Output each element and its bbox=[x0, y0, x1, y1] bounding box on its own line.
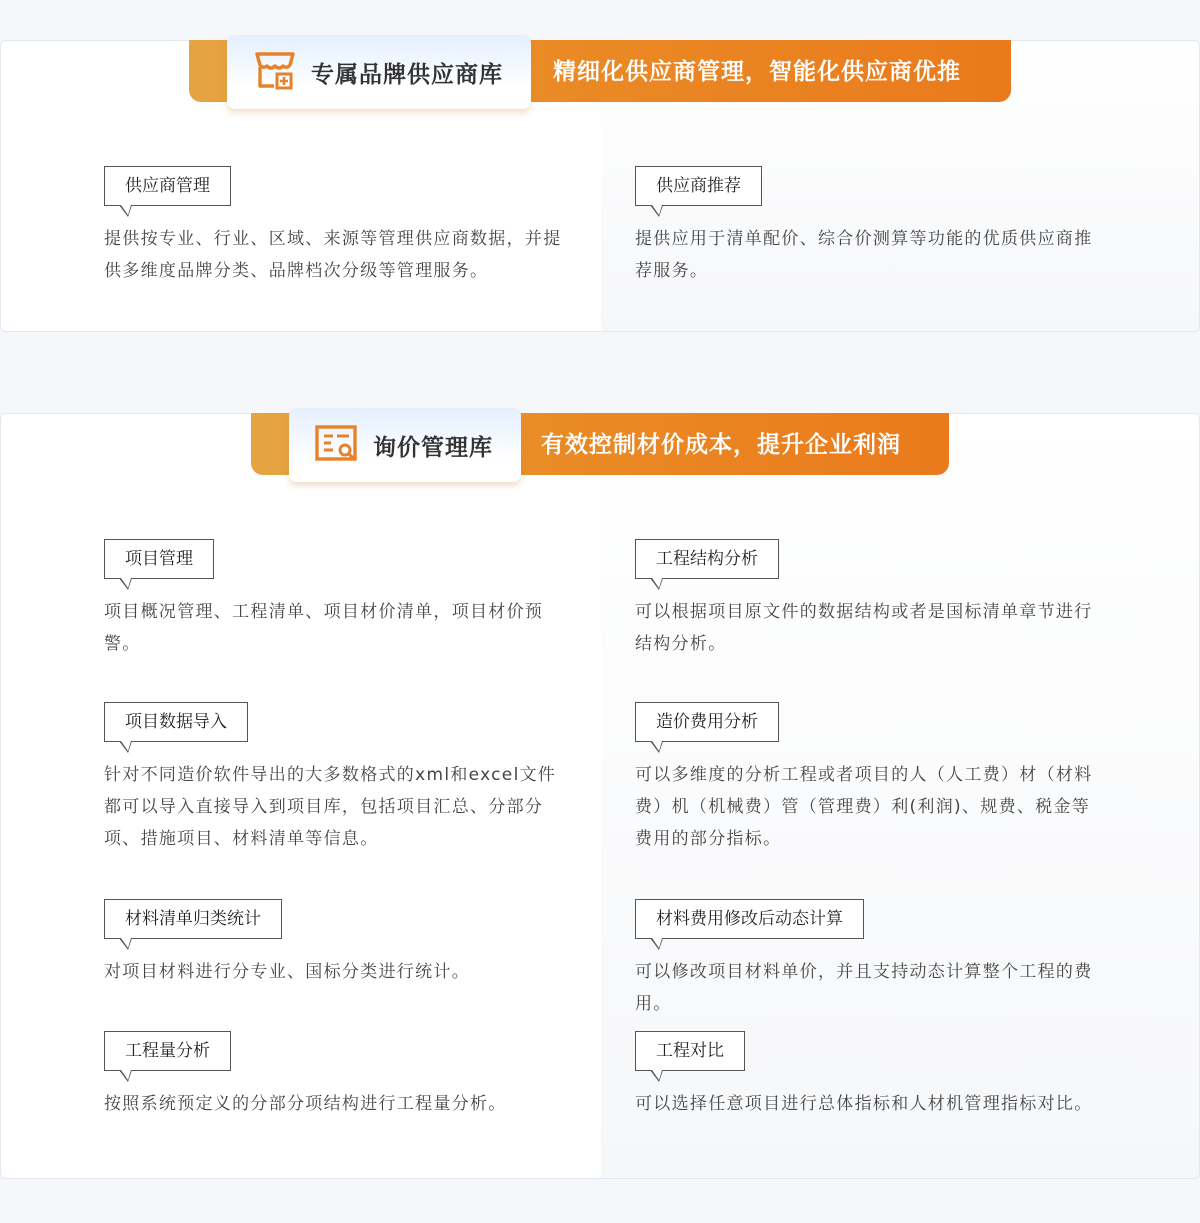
feature-item bbox=[635, 899, 1105, 1020]
section-slogan: 有效控制材价成本，提升企业利润 bbox=[541, 432, 901, 458]
feature-description: 按照系统预定义的分部分项结构进行工程量分析。 bbox=[104, 1094, 507, 1114]
supplier-library-card bbox=[0, 40, 1200, 332]
feature-description: 针对不同造价软件导出的大多数格式的xml和excel文件都可以导入直接导入到项目库，包括项目汇总、分部分项、措施项目、材料清单等信息。 bbox=[104, 765, 557, 849]
feature-item bbox=[104, 1031, 574, 1120]
section-title: 询价管理库 bbox=[373, 434, 493, 461]
feature-description: 可以选择任意项目进行总体指标和人材机管理指标对比。 bbox=[635, 1094, 1093, 1114]
feature-description: 可以根据项目原文件的数据结构或者是国标清单章节进行结构分析。 bbox=[635, 602, 1093, 654]
feature-item bbox=[635, 702, 1105, 855]
feature-item bbox=[104, 702, 574, 855]
section-slogan: 精细化供应商管理，智能化供应商优推 bbox=[553, 59, 961, 85]
feature-item bbox=[635, 539, 1105, 660]
feature-label: 项目数据导入 bbox=[104, 702, 248, 742]
feature-item bbox=[104, 166, 574, 287]
section-title-tab bbox=[227, 35, 531, 109]
feature-label: 材料清单归类统计 bbox=[104, 899, 282, 939]
feature-item bbox=[635, 1031, 1105, 1120]
feature-description: 提供按专业、行业、区域、来源等管理供应商数据，并提供多维度品牌分类、品牌档次分级等管理服务。 bbox=[104, 229, 562, 281]
storefront-icon bbox=[253, 48, 297, 96]
feature-item bbox=[635, 166, 1105, 287]
feature-item bbox=[104, 539, 574, 660]
feature-label: 供应商管理 bbox=[104, 166, 231, 206]
feature-item bbox=[104, 899, 574, 988]
feature-description: 提供应用于清单配价、综合价测算等功能的优质供应商推荐服务。 bbox=[635, 229, 1093, 281]
feature-description: 可以修改项目材料单价，并且支持动态计算整个工程的费用。 bbox=[635, 962, 1093, 1014]
feature-description: 对项目材料进行分专业、国标分类进行统计。 bbox=[104, 962, 470, 982]
section-title: 专属品牌供应商库 bbox=[311, 61, 503, 88]
feature-label: 材料费用修改后动态计算 bbox=[635, 899, 864, 939]
inquiry-document-icon bbox=[315, 423, 359, 467]
feature-description: 可以多维度的分析工程或者项目的人（人工费）材（材料费）机（机械费）管（管理费）利(利润)、规费、税金等费用的部分指标。 bbox=[635, 765, 1093, 849]
feature-label: 项目管理 bbox=[104, 539, 214, 579]
section-title-tab bbox=[289, 408, 521, 482]
feature-label: 工程量分析 bbox=[104, 1031, 231, 1071]
feature-label: 造价费用分析 bbox=[635, 702, 779, 742]
feature-label: 工程结构分析 bbox=[635, 539, 779, 579]
inquiry-library-card bbox=[0, 413, 1200, 1179]
feature-description: 项目概况管理、工程清单、项目材价清单，项目材价预警。 bbox=[104, 602, 544, 654]
feature-label: 供应商推荐 bbox=[635, 166, 762, 206]
feature-label: 工程对比 bbox=[635, 1031, 745, 1071]
